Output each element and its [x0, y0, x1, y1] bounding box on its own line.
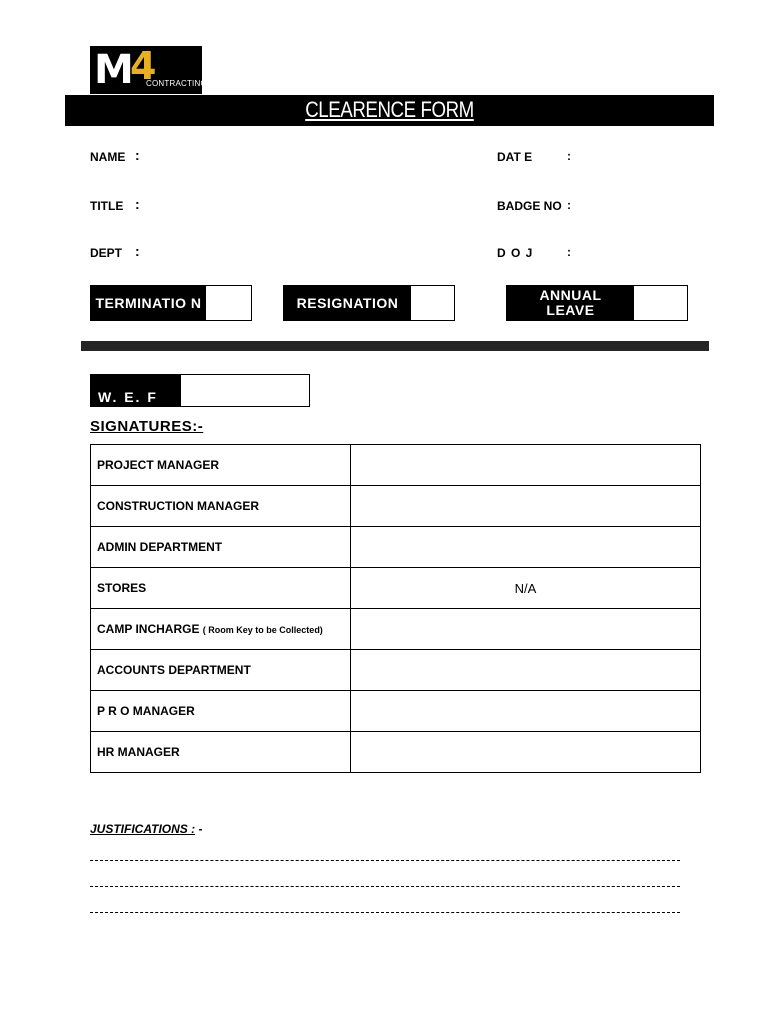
date-colon: :	[567, 149, 571, 163]
signature-role: ACCOUNTS DEPARTMENT	[97, 663, 251, 677]
signature-role-cell	[91, 650, 351, 691]
signature-role-cell	[91, 527, 351, 568]
signature-cell[interactable]	[351, 486, 701, 527]
justification-line[interactable]	[90, 886, 680, 887]
signature-role: P R O MANAGER	[97, 704, 195, 718]
table-row	[91, 445, 701, 486]
signature-role-cell	[91, 609, 351, 650]
title-field[interactable]	[148, 193, 448, 217]
justifications-label: JUSTIFICATIONS :	[90, 822, 196, 836]
table-row	[91, 691, 701, 732]
section-divider	[81, 341, 709, 351]
table-row	[91, 609, 701, 650]
resignation-label: RESIGNATION	[284, 286, 411, 320]
signature-cell[interactable]	[351, 732, 701, 773]
termination-option[interactable]	[90, 285, 252, 321]
signature-cell[interactable]	[351, 527, 701, 568]
form-title: CLEARENCE FORM	[305, 97, 474, 122]
doj-label: D O J	[497, 246, 534, 260]
table-row	[91, 568, 701, 609]
justifications-section	[90, 822, 202, 836]
justification-line[interactable]	[90, 860, 680, 861]
justification-line[interactable]	[90, 912, 680, 913]
signature-cell[interactable]	[351, 691, 701, 732]
dept-label: DEPT	[90, 246, 123, 260]
title-colon: :	[135, 196, 140, 212]
signature-role-cell	[91, 486, 351, 527]
signature-role-cell	[91, 568, 351, 609]
annual-leave-label: ANNUAL LEAVE	[507, 286, 634, 320]
badge-label: BADGE NO	[497, 199, 562, 213]
company-logo	[90, 44, 207, 94]
dept-field[interactable]	[148, 240, 448, 264]
signature-role: ADMIN DEPARTMENT	[97, 540, 223, 554]
signature-role-note: ( Room Key to be Collected)	[202, 625, 323, 635]
signature-cell[interactable]	[351, 650, 701, 691]
table-row	[91, 486, 701, 527]
signature-role: CAMP INCHARGE	[97, 622, 200, 636]
table-row	[91, 732, 701, 773]
badge-field[interactable]	[578, 193, 708, 217]
wef-label: W. E. F	[91, 375, 181, 406]
date-field[interactable]	[578, 144, 708, 168]
wef-field[interactable]	[90, 374, 310, 407]
signature-role-cell	[91, 691, 351, 732]
signature-role: HR MANAGER	[97, 745, 180, 759]
name-field[interactable]	[148, 144, 448, 168]
signature-role: CONSTRUCTION MANAGER	[97, 499, 259, 513]
signature-cell[interactable]	[351, 609, 701, 650]
logo-digit: 4	[130, 44, 157, 88]
date-label: DAT E	[497, 150, 533, 164]
form-title-bar	[65, 95, 714, 126]
signature-cell[interactable]	[351, 445, 701, 486]
annual-leave-option[interactable]	[506, 285, 688, 321]
signatures-table	[90, 444, 701, 773]
name-colon: :	[135, 147, 140, 163]
title-label: TITLE	[90, 199, 124, 213]
signatures-heading: SIGNATURES:-	[90, 418, 204, 435]
signature-role: PROJECT MANAGER	[97, 458, 220, 472]
table-row	[91, 527, 701, 568]
table-row	[91, 650, 701, 691]
signature-role-cell	[91, 445, 351, 486]
badge-colon: :	[567, 198, 571, 212]
logo-subtitle: CONTRACTING	[146, 79, 207, 88]
signature-role-cell	[91, 732, 351, 773]
termination-label: TERMINATIO N	[91, 286, 206, 320]
doj-field[interactable]	[578, 240, 708, 264]
dept-colon: :	[135, 243, 140, 259]
signature-cell[interactable]: N/A	[351, 568, 701, 609]
justifications-suffix: -	[195, 822, 203, 836]
doj-colon: :	[567, 245, 571, 259]
signature-role: STORES	[97, 581, 147, 595]
logo-mark: M	[94, 47, 132, 93]
name-label: NAME	[90, 150, 126, 164]
resignation-option[interactable]	[283, 285, 455, 321]
